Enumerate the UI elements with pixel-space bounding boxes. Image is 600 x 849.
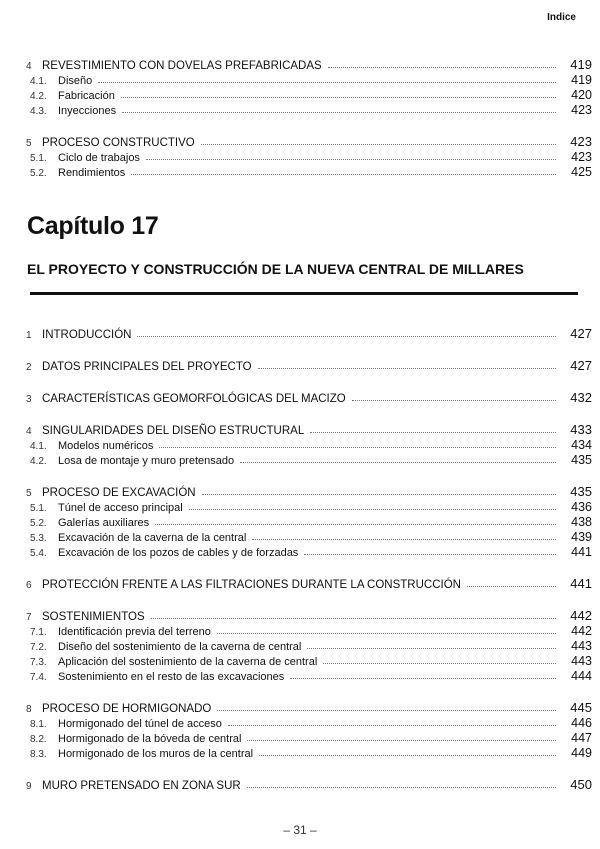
toc-entry[interactable] [26,483,592,499]
toc-entry-page: 447 [571,731,592,745]
toc-entry-title: INTRODUCCIÓN [42,329,132,341]
toc-entry-page: 439 [571,530,592,544]
toc-spacer [26,117,592,133]
toc-entry-number: 4.1. [30,76,47,87]
toc-spacer [26,467,592,483]
toc-top-section [26,56,592,179]
toc-entry-number: 8.1. [30,719,47,730]
toc-subentry[interactable] [26,638,592,653]
toc-entry-page: 441 [570,576,592,591]
toc-entry-title: CARACTERÍSTICAS GEOMORFOLÓGICAS DEL MACIZO [42,393,346,405]
toc-entry-page: 427 [570,326,592,341]
toc-entry-number: 8.3. [30,749,47,760]
toc-entry-number: 5.3. [30,533,47,544]
toc-chapter-section [26,325,592,792]
dot-leader [137,336,556,337]
dot-leader [202,494,556,495]
toc-subentry[interactable] [26,164,592,179]
dot-leader [252,539,556,540]
toc-subentry[interactable] [26,544,592,559]
toc-entry-number: 7 [26,612,32,623]
dot-leader [247,787,556,788]
toc-entry-number: 8 [26,704,32,715]
toc-entry-number: 4 [26,61,32,72]
toc-entry-page: 423 [571,150,592,164]
toc-subentry[interactable] [26,499,592,514]
toc-entry-title: Hormigonado de los muros de la central [58,748,254,760]
toc-entry-title: Diseño [58,75,93,87]
toc-entry-number: 7.1. [30,627,47,638]
toc-entry-page: 435 [571,453,592,467]
toc-entry-number: 4 [26,426,32,437]
toc-entry-number: 5.1. [30,503,47,514]
toc-spacer [26,683,592,699]
dot-leader [131,174,556,175]
toc-entry[interactable] [26,575,592,591]
toc-entry-page: 445 [570,700,592,715]
dot-leader [151,618,556,619]
toc-entry-page: 433 [570,422,592,437]
toc-entry-number: 6 [26,580,32,591]
toc-subentry[interactable] [26,730,592,745]
toc-entry-page: 449 [571,746,592,760]
dot-leader [189,509,556,510]
toc-entry-number: 7.3. [30,657,47,668]
toc-entry-page: 419 [570,57,592,72]
toc-entry-title: Galerías auxiliares [58,517,150,529]
toc-entry-page: 435 [570,484,592,499]
toc-entry-title: Excavación de la caverna de la central [58,532,247,544]
toc-entry-page: 419 [571,73,592,87]
toc-entry-title: Ciclo de trabajos [58,152,140,164]
toc-entry[interactable] [26,389,592,405]
dot-leader [201,144,556,145]
toc-entry-title: SINGULARIDADES DEL DISEÑO ESTRUCTURAL [42,425,305,437]
toc-subentry[interactable] [26,437,592,452]
dot-leader [310,432,556,433]
toc-entry-number: 5.4. [30,548,47,559]
toc-entry-page: 446 [571,716,592,730]
dot-leader [304,554,556,555]
toc-spacer [26,591,592,607]
dot-leader [247,740,556,741]
toc-entry-page: 438 [571,515,592,529]
toc-entry-title: Inyecciones [58,105,117,117]
toc-entry-number: 5 [26,488,32,499]
toc-entry-title: Losa de montaje y muro pretensado [58,455,235,467]
toc-subentry[interactable] [26,668,592,683]
toc-entry-title: Túnel de acceso principal [58,502,183,514]
toc-entry-number: 5.2. [30,518,47,529]
toc-entry-title: PROCESO CONSTRUCTIVO [42,137,195,149]
toc-subentry[interactable] [26,452,592,467]
toc-entry-number: 5 [26,138,32,149]
toc-subentry[interactable] [26,623,592,638]
toc-subentry[interactable] [26,653,592,668]
toc-entry-number: 4.3. [30,106,47,117]
toc-entry-page: 450 [570,777,592,792]
toc-entry-title: Hormigonado de la bóveda de central [58,733,242,745]
dot-leader [307,648,556,649]
dot-leader [217,710,556,711]
toc-entry-title: Rendimientos [58,167,126,179]
toc-entry-number: 7.2. [30,642,47,653]
toc-subentry[interactable] [26,514,592,529]
toc-entry-number: 4.2. [30,91,47,102]
toc-entry-number: 4.1. [30,441,47,452]
toc-subentry[interactable] [26,715,592,730]
toc-entry-title: Diseño del sostenimiento de la caverna de central [58,641,302,653]
dot-leader [258,368,556,369]
toc-subentry[interactable] [26,149,592,164]
toc-subentry[interactable] [26,529,592,544]
toc-entry-number: 3 [26,394,32,405]
toc-entry-page: 432 [570,390,592,405]
toc-entry-page: 443 [571,639,592,653]
dot-leader [228,725,556,726]
toc-subentry[interactable] [26,745,592,760]
toc-entry-number: 5.1. [30,153,47,164]
toc-entry[interactable] [26,133,592,149]
dot-leader [121,97,556,98]
dot-leader [259,755,556,756]
dot-leader [146,159,556,160]
toc-entry[interactable] [26,357,592,373]
toc-entry-title: Excavación de los pozos de cables y de forzadas [58,547,299,559]
toc-subentry[interactable] [26,72,592,87]
dot-leader [352,400,556,401]
dot-leader [467,586,556,587]
dot-leader [240,462,556,463]
toc-entry-title: MURO PRETENSADO EN ZONA SUR [42,780,241,792]
toc-spacer [26,760,592,776]
toc-entry-title: Identificación previa del terreno [58,626,211,638]
toc-subentry[interactable] [26,102,592,117]
toc-spacer [26,405,592,421]
running-header: Indice [547,12,576,23]
toc-entry-page: 427 [570,358,592,373]
toc-entry-page: 436 [571,500,592,514]
dot-leader [98,82,556,83]
toc-entry-page: 444 [571,669,592,683]
toc-entry[interactable] [26,325,592,341]
dot-leader [290,678,556,679]
toc-entry[interactable] [26,56,592,72]
toc-entry[interactable] [26,776,592,792]
dot-leader [155,524,556,525]
dot-leader [122,112,556,113]
toc-entry-title: Modelos numéricos [58,440,154,452]
toc-spacer [26,341,592,357]
toc-subentry[interactable] [26,87,592,102]
page-number: – 31 – [283,823,317,837]
toc-entry-title: Sostenimiento en el resto de las excavaciones [58,671,285,683]
dot-leader [217,633,556,634]
toc-entry-page: 441 [571,545,592,559]
toc-entry-title: Hormigonado del túnel de acceso [58,718,222,730]
toc-spacer [26,559,592,575]
toc-entry-number: 5.2. [30,168,47,179]
toc-spacer [26,373,592,389]
toc-entry[interactable] [26,699,592,715]
title-rule [30,292,578,295]
toc-entry-title: Aplicación del sostenimiento de la caverna de central [58,656,318,668]
toc-entry-number: 2 [26,362,32,373]
toc-entry[interactable] [26,421,592,437]
dot-leader [323,663,556,664]
toc-entry-page: 423 [570,134,592,149]
toc-entry-title: PROCESO DE EXCAVACIÓN [42,487,196,499]
toc-entry-page: 423 [571,103,592,117]
toc-entry-title: Fabricación [58,90,115,102]
toc-entry-number: 7.4. [30,672,47,683]
toc-entry-title: SOSTENIMIENTOS [42,611,145,623]
toc-entry-number: 9 [26,781,32,792]
dot-leader [328,67,556,68]
toc-entry-title: PROTECCIÓN FRENTE A LAS FILTRACIONES DURANTE LA CONSTRUCCIÓN [42,579,461,591]
toc-entry-number: 8.2. [30,734,47,745]
toc-entry-page: 420 [571,88,592,102]
chapter-heading: Capítulo 17 [27,212,159,240]
toc-entry-page: 442 [571,624,592,638]
toc-entry-page: 434 [571,438,592,452]
chapter-title: EL PROYECTO Y CONSTRUCCIÓN DE LA NUEVA CENTRAL DE MILLARES [27,261,524,277]
toc-entry-page: 425 [571,165,592,179]
dot-leader [159,447,556,448]
toc-entry-page: 442 [570,608,592,623]
toc-entry-number: 1 [26,330,32,341]
toc-entry-title: PROCESO DE HORMIGONADO [42,703,212,715]
toc-entry-page: 443 [571,654,592,668]
toc-entry-title: DATOS PRINCIPALES DEL PROYECTO [42,361,252,373]
toc-entry-title: REVESTIMIENTO CON DOVELAS PREFABRICADAS [42,60,322,72]
toc-entry-number: 4.2. [30,456,47,467]
toc-entry[interactable] [26,607,592,623]
